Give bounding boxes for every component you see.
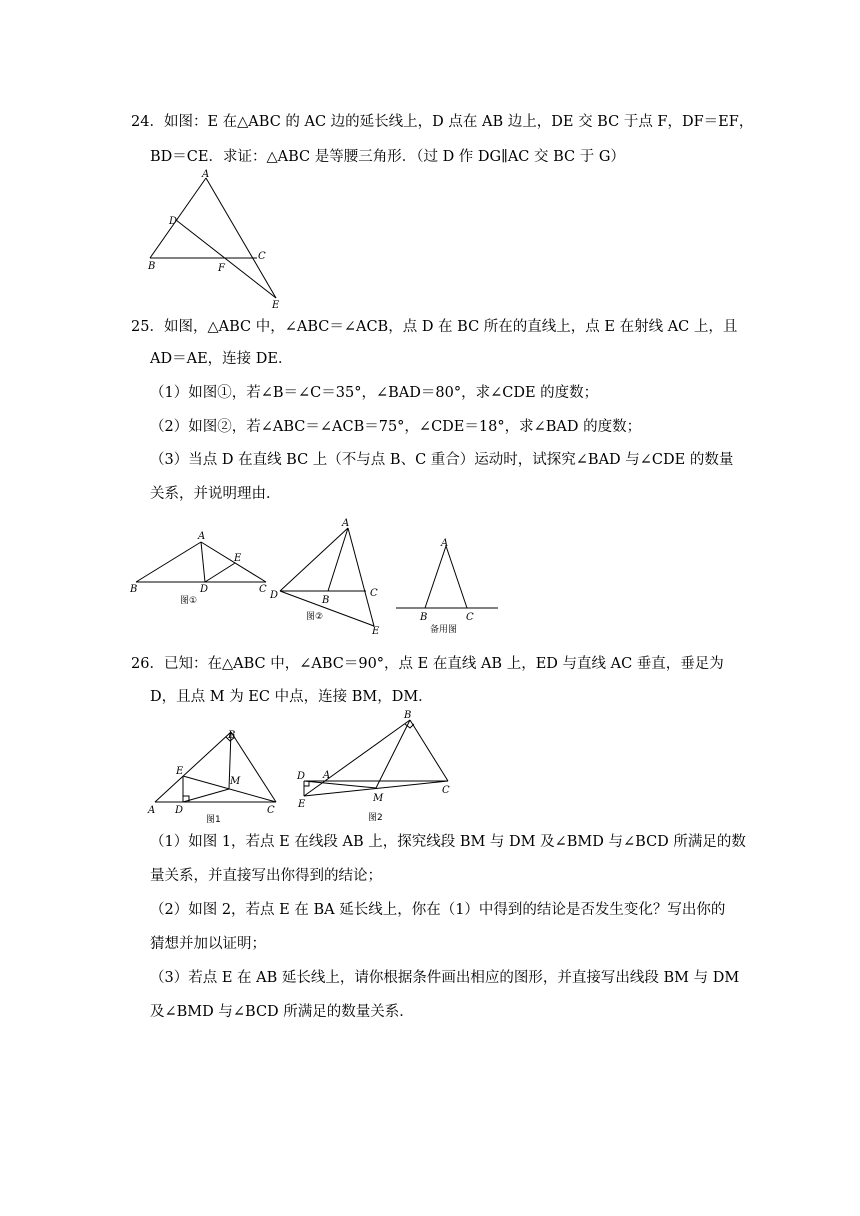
q25-line-6: 关系，并说明理由．	[150, 486, 281, 502]
q24-line-2: BD＝CE．求证：△ABC 是等腰三角形．（过 D 作 DG∥AC 交 BC 于 G）	[150, 149, 625, 165]
q26f1-seg-DM	[183, 789, 229, 802]
q25f1-seg-AB	[136, 542, 201, 582]
q25f1-label-D: D	[200, 584, 209, 595]
q25f2-label-E: E	[372, 626, 380, 637]
q26-line-1: 26．已知：在△ABC 中，∠ABC＝90°，点 E 在直线 AB 上，ED 与直线 AC 垂直，垂足为	[131, 656, 724, 672]
q24-label-E: E	[272, 300, 280, 311]
q24-label-A: A	[202, 169, 210, 180]
q26f1-label-B: B	[228, 730, 236, 741]
q26f2-label-D: D	[297, 771, 306, 782]
q25f3-label-A: A	[441, 538, 449, 549]
q25f1-label-A: A	[198, 531, 206, 542]
q25f1-seg-AD	[201, 542, 205, 582]
q25f2-label-A: A	[342, 518, 350, 529]
q24-label-C: C	[258, 251, 266, 262]
q26f2-label-E: E	[298, 799, 306, 810]
q25-figure-2	[268, 514, 393, 638]
q25f1-caption: 图①	[180, 596, 198, 606]
q25-line-5: （3）当点 D 在直线 BC 上（不与点 B、C 重合）运动时，试探究∠BAD 与∠CDE 的数量	[150, 452, 734, 468]
q26f1-label-D: D	[175, 805, 184, 816]
q25-line-3: （1）如图①，若∠B＝∠C＝35°，∠BAD＝80°，求∠CDE 的度数；	[150, 385, 599, 401]
q26f1-caption: 图1	[206, 815, 221, 825]
q26f2-label-M: M	[373, 793, 384, 804]
q25f1-label-B: B	[130, 584, 138, 595]
q26f1-label-E: E	[176, 766, 184, 777]
q26-line-4: 量关系，并直接写出你得到的结论；	[150, 868, 382, 884]
q24-line-1: 24．如图：E 在△ABC 的 AC 边的延长线上，D 点在 AB 边上，DE 交 BC 于点 F，DF＝EF，	[131, 114, 754, 130]
q26-line-2: D，且点 M 为 EC 中点，连接 BM，DM．	[150, 689, 433, 705]
q25f2-seg-AE	[348, 528, 374, 626]
q25f2-label-D: D	[270, 590, 279, 601]
q25f2-label-C: C	[370, 588, 378, 599]
q24-seg-AE	[206, 178, 276, 298]
q26f2-seg-BM	[376, 720, 410, 788]
q25-figure-3	[392, 536, 502, 636]
q26f1-label-A: A	[148, 805, 156, 816]
q24-label-B: B	[148, 261, 156, 272]
q26f2-seg-EB	[304, 720, 410, 796]
q25f3-seg-AC	[446, 546, 467, 608]
q24-label-F: F	[218, 263, 225, 274]
q26f2-label-A: A	[323, 770, 331, 781]
q26-line-8: 及∠BMD 与∠BCD 所满足的数量关系．	[150, 1004, 414, 1020]
q26-line-6: 猜想并加以证明；	[150, 936, 266, 952]
q25-line-2: AD＝AE，连接 DE．	[150, 351, 293, 367]
q26f2-label-C: C	[442, 785, 450, 796]
q25f1-seg-DE	[205, 563, 235, 582]
q25-line-1: 25．如图，△ABC 中，∠ABC＝∠ACB，点 D 在 BC 所在的直线上，点 E 在射线 AC 上，且	[131, 319, 738, 335]
q25f1-label-C: C	[259, 584, 267, 595]
q24-label-D: D	[169, 216, 178, 227]
q25f3-label-B: B	[420, 612, 428, 623]
q25f3-label-C: C	[466, 612, 474, 623]
q26-line-7: （3）若点 E 在 AB 延长线上，请你根据条件画出相应的图形，并直接写出线段 BM 与 DM	[150, 970, 740, 986]
q26f1-label-C: C	[267, 805, 275, 816]
q26-line-3: （1）如图 1，若点 E 在线段 AB 上，探究线段 BM 与 DM 及∠BMD 与∠BCD 所满足的数	[150, 834, 746, 850]
q26f2-seg-DM	[304, 781, 376, 788]
q25-line-4: （2）如图②，若∠ABC＝∠ACB＝75°，∠CDE＝18°，求∠BAD 的度数；	[150, 419, 642, 435]
q24-seg-AB	[150, 178, 206, 258]
q25-figure-1	[128, 528, 278, 608]
q25f2-caption: 图②	[306, 612, 324, 622]
q26-figure-1	[140, 722, 285, 826]
q25f1-label-E: E	[234, 553, 242, 564]
q26f1-label-M: M	[230, 776, 241, 787]
q26f2-seg-BC	[410, 720, 448, 781]
q26-figure-2	[290, 706, 460, 824]
q25f3-caption: 备用图	[430, 625, 458, 635]
q26-line-5: （2）如图 2，若点 E 在 BA 延长线上，你在（1）中得到的结论是否发生变化？写出你的	[150, 902, 726, 918]
q25f2-label-B: B	[322, 595, 330, 606]
q25f3-seg-AB	[425, 546, 446, 608]
q26f2-caption: 图2	[368, 813, 383, 823]
q26f2-label-B: B	[404, 710, 412, 721]
q24-figure	[140, 168, 300, 310]
